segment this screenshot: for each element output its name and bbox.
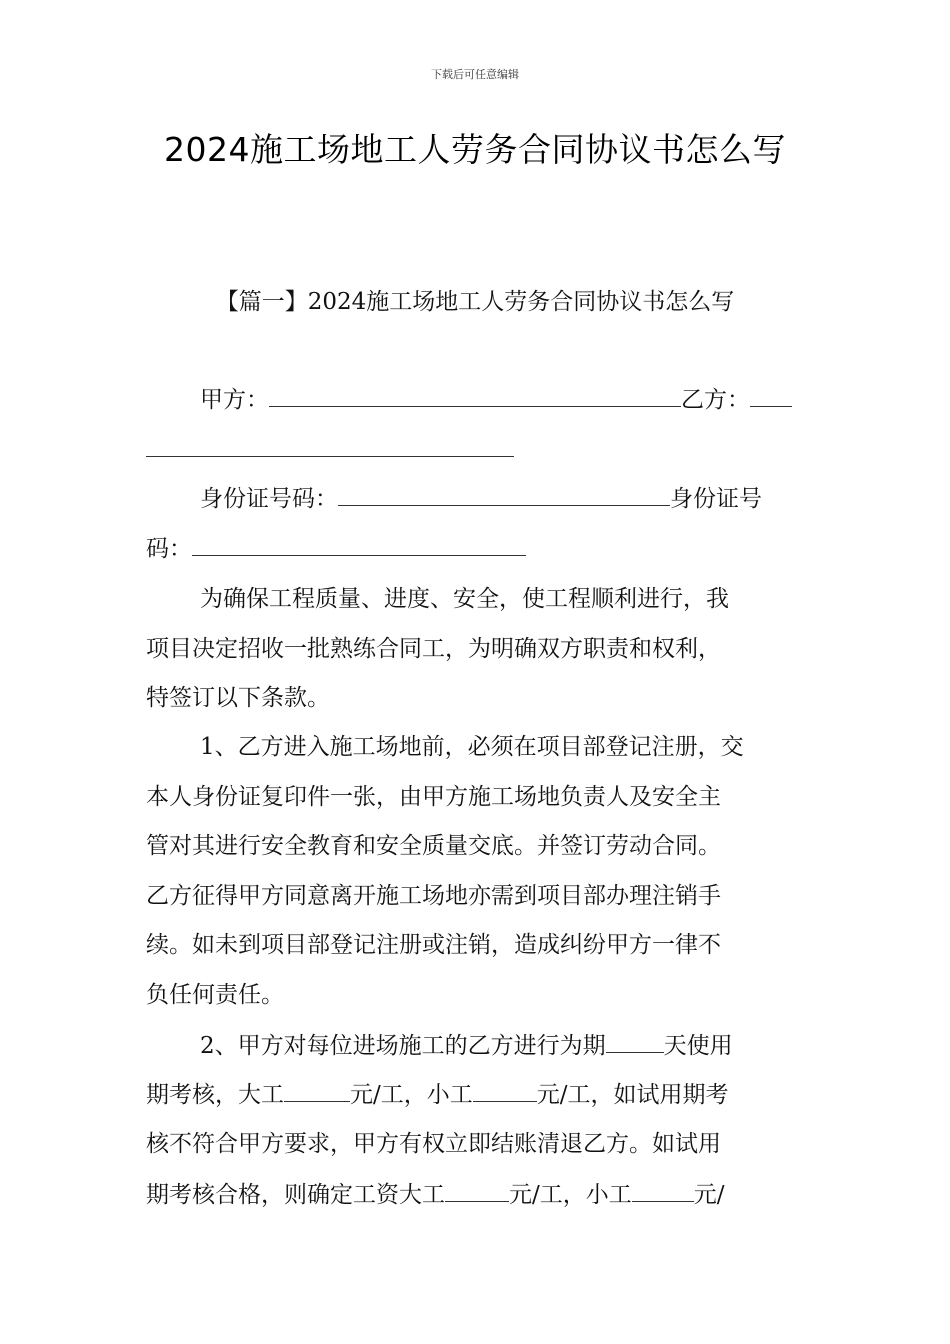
skilled-wage-blank [445,1179,509,1202]
id-label-1: 身份证号码： [200,486,338,512]
clause1-line-1: 1、乙方进入施工场地前，必须在项目部登记注册，交 [200,734,744,760]
clause2-line-4 [146,1179,725,1210]
trial-skilled-wage-blank [284,1079,350,1102]
clause2-text-1b: 天使用 [663,1033,733,1059]
id-label-2: 身份证号 [670,486,762,512]
clause2-text-2c: 元/工，如试用期考 [536,1082,729,1108]
clause2-text-2a: 期考核，大工 [146,1082,284,1108]
header-note: 下载后可任意编辑 [431,68,519,81]
clause1-line-3: 管对其进行安全教育和安全质量交底。并签订劳动合同。 [146,833,721,859]
id-label-2-end: 码： [146,536,192,562]
clause1-line-6: 负任何责任。 [146,982,284,1008]
id-blank-2 [192,533,526,556]
clause1-line-4: 乙方征得甲方同意离开施工场地亦需到项目部办理注销手 [146,883,721,909]
clause2-line-3: 核不符合甲方要求，甲方有权立即结账清退乙方。如试用 [146,1131,721,1157]
document-title: 2024施工场地工人劳务合同协议书怎么写 [164,130,786,169]
clause2-text-1a: 2、甲方对每位进场施工的乙方进行为期 [200,1033,606,1059]
id-line [200,483,762,514]
helper-wage-blank [632,1179,694,1202]
intro-line-3: 特签订以下条款。 [146,685,330,711]
party-b-continuation [146,434,514,465]
clause2-text-4b: 元/工，小工 [509,1182,632,1208]
clause1-line-2: 本人身份证复印件一张，由甲方施工场地负责人及安全主 [146,784,721,810]
clause1-line-5: 续。如未到项目部登记注册或注销，造成纠纷甲方一律不 [146,932,721,958]
section-title: 【篇一】2024施工场地工人劳务合同协议书怎么写 [215,289,735,315]
id-blank-1 [338,483,670,506]
trial-days-blank [606,1030,664,1053]
party-a-label: 甲方： [200,387,269,413]
id-continuation [146,533,526,564]
intro-line-1: 为确保工程质量、进度、安全，使工程顺利进行，我 [200,586,729,612]
party-b-label: 乙方： [681,387,750,413]
party-b-blank [750,384,792,407]
intro-line-2: 项目决定招收一批熟练合同工，为明确双方职责和权利， [146,636,721,662]
party-b-blank-continued [146,434,514,457]
trial-helper-wage-blank [473,1079,537,1102]
clause2-line-2 [146,1079,729,1110]
clause2-line-1 [200,1030,733,1061]
clause2-text-4c: 元/ [693,1182,725,1208]
party-a-blank [269,384,681,407]
clause2-text-2b: 元/工，小工 [350,1082,473,1108]
party-line [200,384,792,415]
clause2-text-4a: 期考核合格，则确定工资大工 [146,1182,445,1208]
